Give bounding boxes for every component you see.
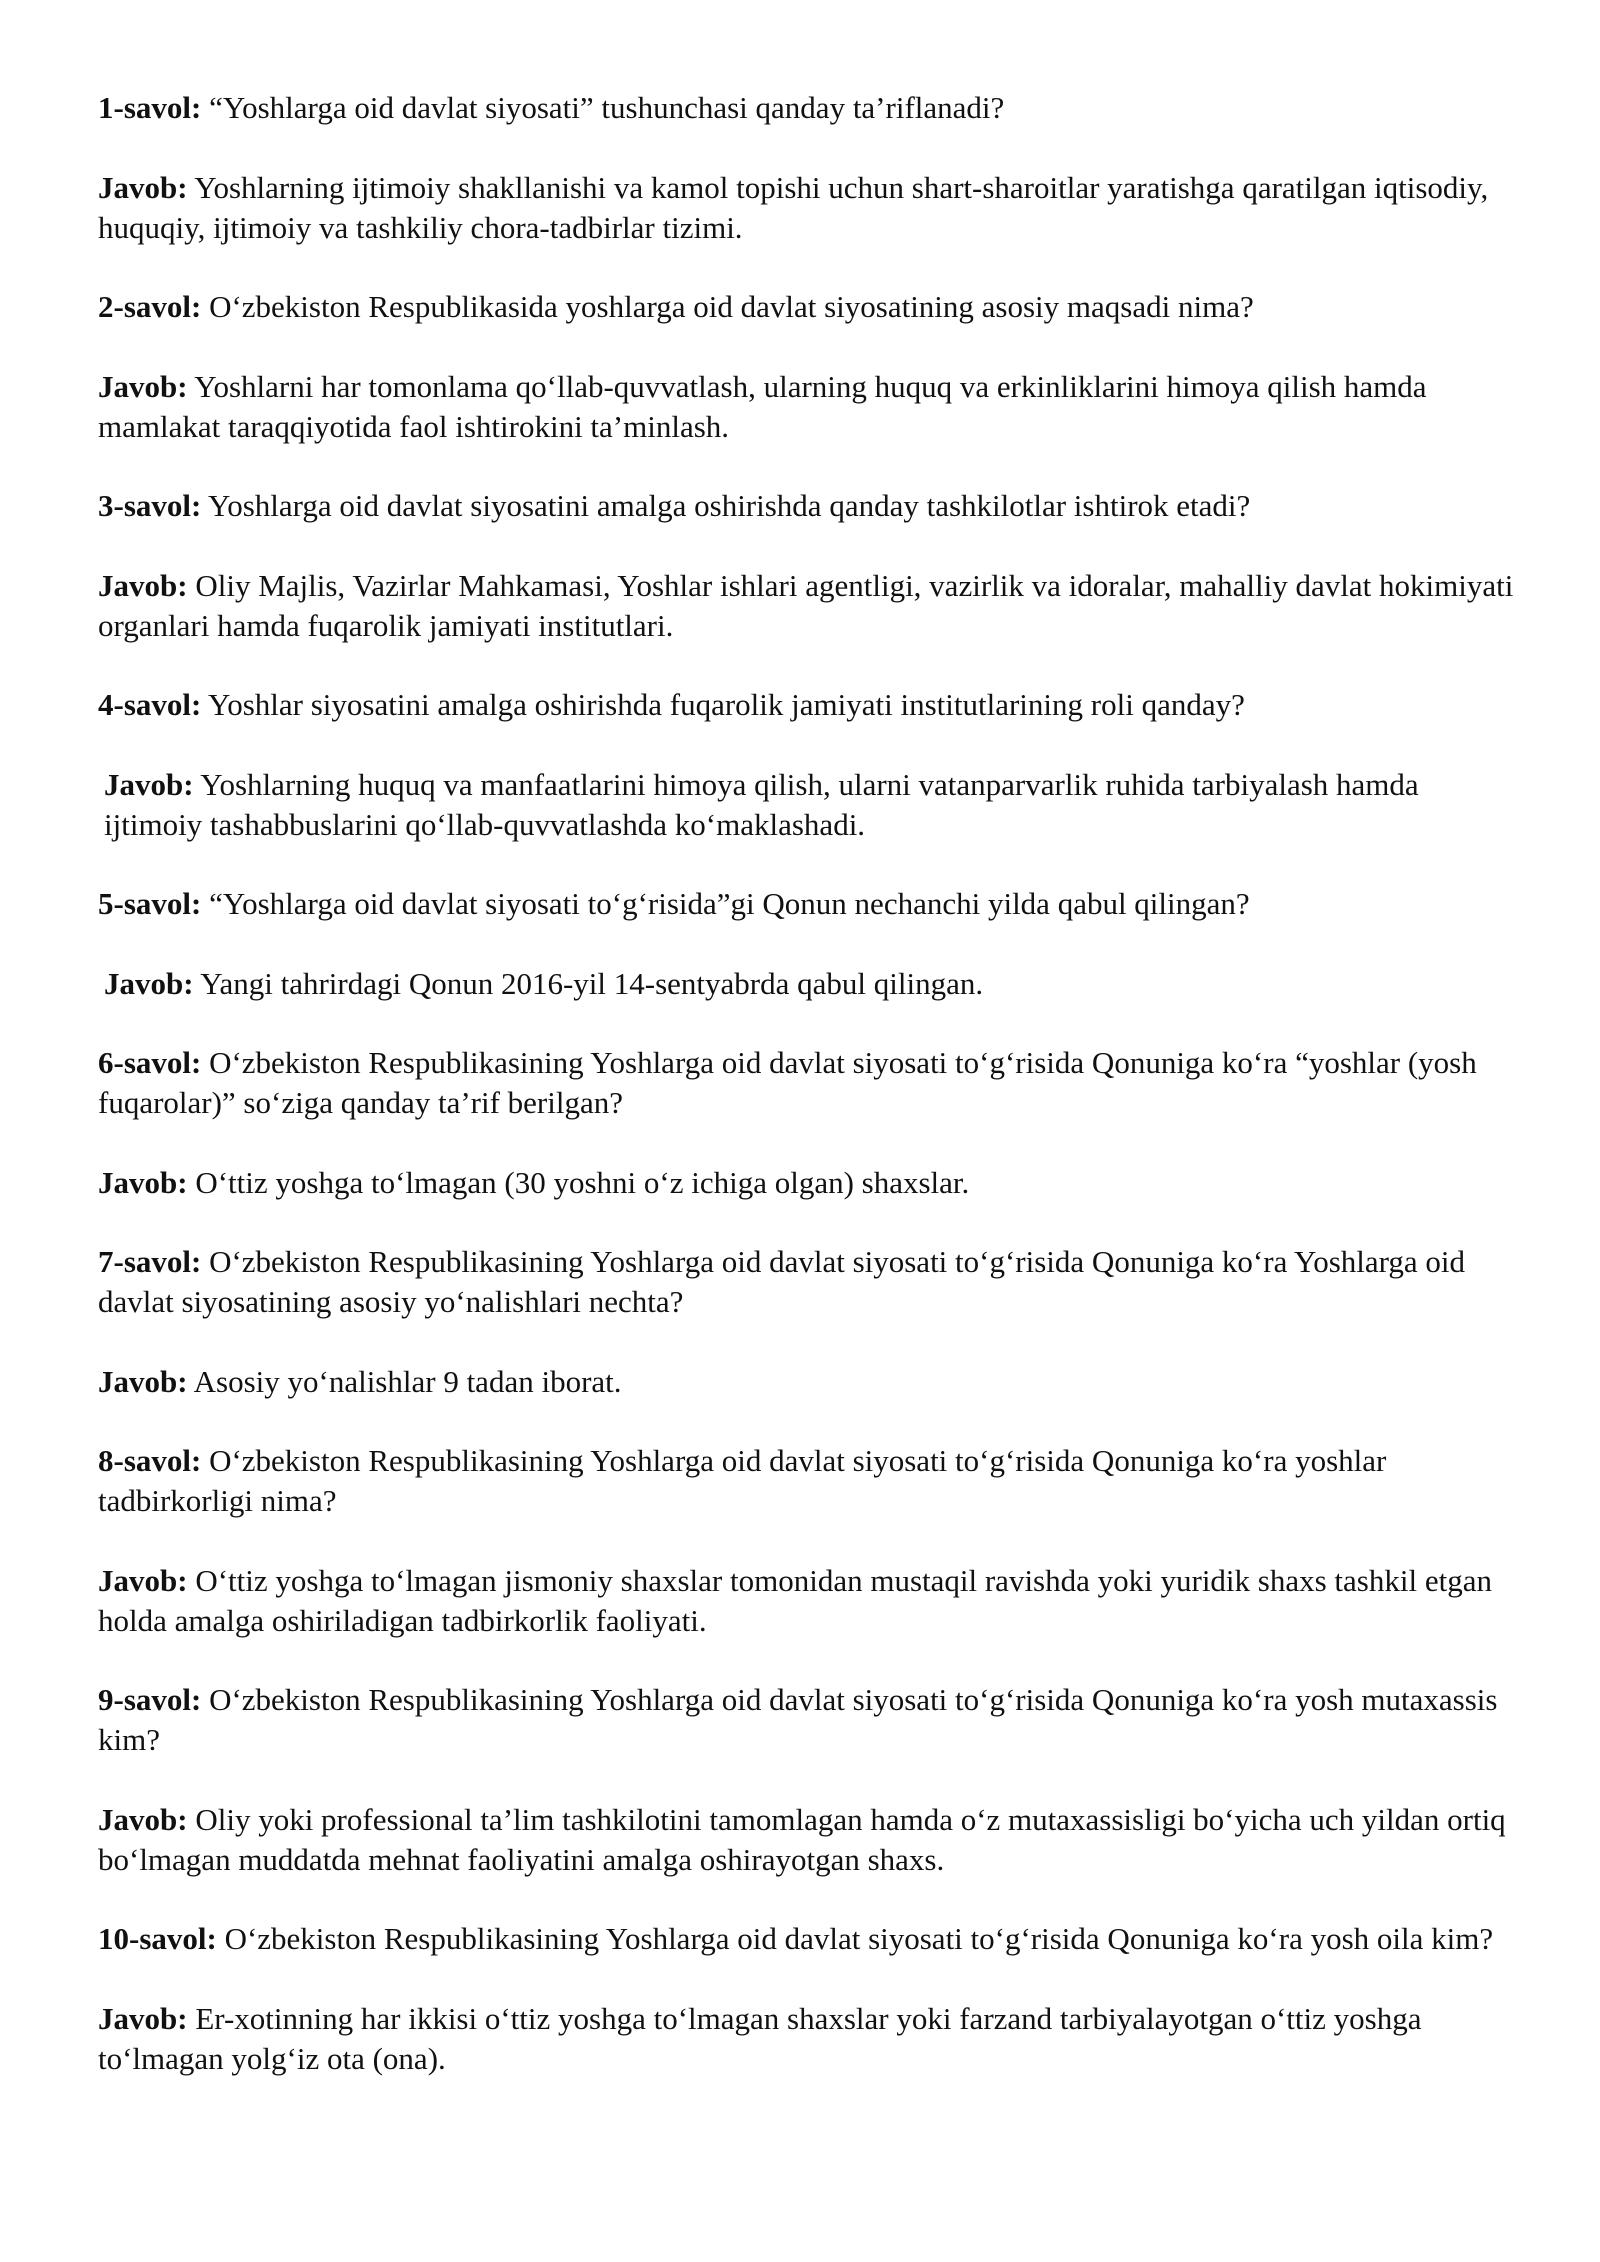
answer-label: Javob: xyxy=(104,966,194,1001)
answer-3 xyxy=(98,566,1518,646)
answer-text: Yoshlarni har tomonlama qo‘llab-quvvatlash, ularning huquq va erkinliklarini himoya qilish hamda mamlakat taraqqiyotida faol ishtirokini ta’minlash. xyxy=(98,369,1427,444)
question-6 xyxy=(98,1043,1518,1123)
question-text: “Yoshlarga oid davlat siyosati” tushunchasi qanday ta’riflanadi? xyxy=(209,90,1005,125)
question-label: 9-savol: xyxy=(98,1682,202,1717)
answer-5 xyxy=(98,964,1518,1004)
answer-7 xyxy=(98,1362,1518,1402)
question-label: 3-savol: xyxy=(98,488,202,523)
question-7 xyxy=(98,1242,1518,1322)
question-10 xyxy=(98,1919,1518,1959)
answer-label: Javob: xyxy=(98,1563,188,1598)
document-page xyxy=(98,88,1518,2118)
answer-label: Javob: xyxy=(98,170,188,205)
question-text: O‘zbekiston Respublikasining Yoshlarga oid davlat siyosati to‘g‘risida Qonuniga ko‘ra yosh oila kim? xyxy=(224,1921,1494,1956)
answer-text: Oliy Majlis, Vazirlar Mahkamasi, Yoshlar ishlari agentligi, vazirlik va idoralar, mahalliy davlat hokimiyati organlari hamda fuqarolik jamiyati institutlari. xyxy=(98,568,1514,643)
question-label: 6-savol: xyxy=(98,1045,202,1080)
question-text: O‘zbekiston Respublikasining Yoshlarga oid davlat siyosati to‘g‘risida Qonuniga ko‘ra Yoshlarga oid davlat siyosatining asosiy yo‘nalishlari nechta? xyxy=(98,1244,1466,1319)
answer-label: Javob: xyxy=(104,767,194,802)
answer-text: Yoshlarning huquq va manfaatlarini himoya qilish, ularni vatanparvarlik ruhida tarbiyalash hamda ijtimoiy tashabbuslarini qo‘llab-quvvatlashda ko‘maklashadi. xyxy=(104,767,1419,842)
question-text: “Yoshlarga oid davlat siyosati to‘g‘risida”gi Qonun nechanchi yilda qabul qilingan? xyxy=(209,886,1250,921)
question-text: O‘zbekiston Respublikasining Yoshlarga oid davlat siyosati to‘g‘risida Qonuniga ko‘ra yoshlar tadbirkorligi nima? xyxy=(98,1443,1387,1518)
question-text: O‘zbekiston Respublikasida yoshlarga oid davlat siyosatining asosiy maqsadi nima? xyxy=(209,289,1254,324)
question-3 xyxy=(98,486,1518,526)
question-text: Yoshlar siyosatini amalga oshirishda fuqarolik jamiyati institutlarining roli qanday? xyxy=(207,687,1245,722)
question-label: 4-savol: xyxy=(98,687,202,722)
question-label: 10-savol: xyxy=(98,1921,217,1956)
answer-text: Yangi tahrirdagi Qonun 2016-yil 14-sentyabrda qabul qilingan. xyxy=(200,966,984,1001)
question-label: 5-savol: xyxy=(98,886,202,921)
question-9 xyxy=(98,1680,1518,1760)
answer-label: Javob: xyxy=(98,2001,188,2036)
answer-8 xyxy=(98,1561,1518,1641)
answer-text: Asosiy yo‘nalishlar 9 tadan iborat. xyxy=(193,1364,622,1399)
question-text: O‘zbekiston Respublikasining Yoshlarga oid davlat siyosati to‘g‘risida Qonuniga ko‘ra yosh mutaxassis kim? xyxy=(98,1682,1498,1757)
question-label: 2-savol: xyxy=(98,289,202,324)
question-text: O‘zbekiston Respublikasining Yoshlarga oid davlat siyosati to‘g‘risida Qonuniga ko‘ra “yoshlar (yosh fuqarolar)” so‘ziga qanday ta’rif berilgan? xyxy=(98,1045,1477,1120)
question-label: 8-savol: xyxy=(98,1443,202,1478)
answer-label: Javob: xyxy=(98,568,188,603)
answer-text: O‘ttiz yoshga to‘lmagan (30 yoshni o‘z ichiga olgan) shaxslar. xyxy=(195,1165,970,1200)
answer-4 xyxy=(98,765,1518,845)
answer-label: Javob: xyxy=(98,1802,188,1837)
answer-text: Er-xotinning har ikkisi o‘ttiz yoshga to‘lmagan shaxslar yoki farzand tarbiyalayotgan o‘ttiz yoshga to‘lmagan yolg‘iz ota (ona). xyxy=(98,2001,1422,2076)
question-1 xyxy=(98,88,1518,128)
answer-text: O‘ttiz yoshga to‘lmagan jismoniy shaxslar tomonidan mustaqil ravishda yoki yuridik shaxs tashkil etgan holda amalga oshiriladigan tadbirkorlik faoliyati. xyxy=(98,1563,1492,1638)
question-label: 1-savol: xyxy=(98,90,202,125)
question-text: Yoshlarga oid davlat siyosatini amalga oshirishda qanday tashkilotlar ishtirok etadi? xyxy=(207,488,1251,523)
answer-label: Javob: xyxy=(98,1165,188,1200)
answer-9 xyxy=(98,1800,1518,1880)
answer-10 xyxy=(98,1999,1518,2079)
question-5 xyxy=(98,884,1518,924)
question-label: 7-savol: xyxy=(98,1244,202,1279)
answer-label: Javob: xyxy=(98,1364,188,1399)
answer-1 xyxy=(98,168,1518,248)
answer-6 xyxy=(98,1163,1518,1203)
question-4 xyxy=(98,685,1518,725)
answer-text: Yoshlarning ijtimoiy shakllanishi va kamol topishi uchun shart-sharoitlar yaratishga qaratilgan iqtisodiy, huquqiy, ijtimoiy va tashkiliy chora-tadbirlar tizimi. xyxy=(98,170,1489,245)
answer-2 xyxy=(98,367,1518,447)
question-2 xyxy=(98,287,1518,327)
answer-label: Javob: xyxy=(98,369,188,404)
answer-text: Oliy yoki professional ta’lim tashkilotini tamomlagan hamda o‘z mutaxassisligi bo‘yicha uch yildan ortiq bo‘lmagan muddatda mehnat faoliyatini amalga oshirayotgan shaxs. xyxy=(98,1802,1506,1877)
question-8 xyxy=(98,1441,1518,1521)
